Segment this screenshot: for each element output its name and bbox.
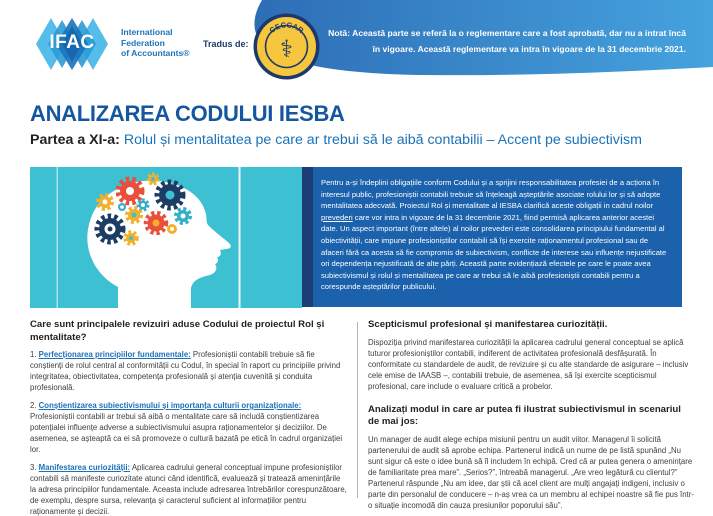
ifac-wordmark	[121, 27, 190, 59]
column-divider	[357, 322, 358, 498]
scenario-paragraph: Un manager de audit alege echipa misiunii pentru un audit viitor. Managerul îi solicită partenerului de audit să aprobe echipa. Partenerul indică un nume de pe listă spunând „Nu sunt sigur că este o idee bună să îl includem în echipă. Cred că ar putea genera o amenințare de familiaritate prea mare”. „Serios?”, întreabă managerul. „Are vreo legătură cu clientul?” Partenerul răspunde „Nu am idee, dar știi că acel client are mulți angajați indigeni, inclusiv o parte din personalul de conducere – n-aș vrea ca un membru al echipei noastre să fie pus într-o situație incomodă din cauza presiunilor poporului său”.	[368, 434, 694, 510]
left-column-heading: Care sunt principalele revizuiri aduse Codului de proiectul Rol și mentalitate?	[30, 319, 325, 343]
intro-text-after-link: care vor intra in vigoare de la 31 decembrie 2021, fiind permisă aplicarea anterior acestei date. Un aspect important (între altele) al noilor prevederi este consolidarea principiului fundamental al obiectivității, care impune profesioniștilor contabili să își exercite raționamentul profesional sau de afaceri fără ca acesta să fie compromis de subiectivism, conflicte de interese sau influențe nejustificate ori dependența nejustificată de alte părți. Această parte evidențiază efectele pe care le poate avea subiectivismul și rolul și mentalitatea pe care ar trebui să le aibă profesioniștii contabili pentru a corespunde așteptărilor publicului.	[321, 212, 667, 292]
subtitle-text: Rolul și mentalitatea pe care ar trebui să le aibă contabilii – Accent pe subiectivism	[119, 132, 642, 148]
item-3-text: Aplicarea cadrului general conceptual impune profesioniștilor contabili să manifeste curiozitate atunci când identifică, evaluează și tratează amenințările la adresa principiilor fundamentale. Aceasta include adresarea întrebărilor corespunzătoare, de exemplu, despre sursa, relevanța și caracterul suficient al informațiilor pentru raționamente și decizii.	[30, 463, 347, 516]
scenario-heading: Analizați modul in care ar putea fi ilustrat subiectivismul in scenariul de mai jos:	[368, 403, 681, 427]
item-1-text: Profesioniștii contabili trebuie să fie conștienți de rolul central al conformității cu Codul, în special în raport cu principiile privind integritatea, obiectivitatea, competența profesională și atenția cuvenită și conduita profesională.	[30, 350, 341, 392]
translated-by-label: Tradus de:	[203, 39, 249, 49]
item-number: 3.	[30, 463, 39, 472]
item-number: 1.	[30, 350, 39, 359]
ifac-wordmark-line1: International	[121, 27, 173, 37]
right-column	[368, 319, 694, 516]
banner-note-text: Notă: Această parte se referă la o reglementare care a fost aprobată, dar nu a intrat încă în vigoare. Această reglementare va intra în vigoare de la 31 decembrie 2021.	[328, 28, 686, 54]
left-column	[30, 319, 347, 516]
page-title: ANALIZAREA CODULUI IESBA	[30, 101, 345, 126]
page-subtitle	[30, 132, 705, 148]
item-2-link[interactable]: Conștientizarea subiectivismului și importanța culturii organizaționale:	[38, 401, 302, 410]
intro-text-before-link: Pentru a-și îndeplini obligațiile conform Codului și a sprijini responsabilitatea profesiei de a acționa în interesul public, profesioniștii contabili trebuie să înțeleagă așteptările asociate rolului lor și să adopte mentalitatea adecvată. Proiectul Rol și mentalitate al IESBA clarifică aceste obligații in cadrul noilor	[321, 178, 661, 211]
prevederi-link[interactable]: prevederi	[321, 212, 353, 222]
scepticism-heading: Scepticismul profesional și manifestarea curiozității.	[368, 319, 608, 330]
item-number: 2.	[30, 401, 39, 410]
ifac-logo	[28, 16, 116, 72]
ceccar-logo	[253, 13, 320, 80]
ifac-wordmark-line2: Federation	[121, 37, 165, 48]
revision-item-3	[30, 462, 347, 516]
ifac-logo-text: IFAC	[49, 32, 95, 53]
revision-item-2	[30, 400, 347, 455]
caduceus-icon: ⚕	[280, 36, 293, 63]
item-3-link[interactable]: Manifestarea curiozității:	[38, 463, 131, 472]
head-with-gears-illustration	[30, 167, 302, 308]
ceccar-arc-text: CECCAR	[267, 20, 306, 35]
intro-box	[313, 167, 682, 307]
item-2-text: Profesioniștii contabili ar trebui să aibă o mentalitate care să includă conștientizarea potențialei influențe adverse a subiectivismului asupra raționamentelor și deciziilor. De asemenea, se așteaptă ca ei să promoveze o cultură bazată pe etică în cadrul organizației lor.	[30, 412, 343, 454]
item-1-link[interactable]: Perfecționarea principiilor fundamentale:	[38, 350, 191, 359]
scepticism-paragraph: Dispoziția privind manifestarea curiozității la aplicarea cadrului general conceptual se aplică tuturor profesioniștilor contabili, indiferent de activitatea profesională desfășurată. În conformitate cu standardele de audit, de revizuire și cu alte standarde de asigurare – inclusiv cele emise de IAASB –, contabilii trebuie, de asemenea, să își exercite scepticismul profesional, care include o evaluare critică a probelor.	[368, 337, 689, 391]
subtitle-part-label: Partea a XI-a:	[30, 132, 120, 148]
intro-box-accent-band	[302, 167, 313, 307]
revision-item-1	[30, 349, 347, 393]
ifac-wordmark-line3: of Accountants®	[121, 48, 190, 58]
